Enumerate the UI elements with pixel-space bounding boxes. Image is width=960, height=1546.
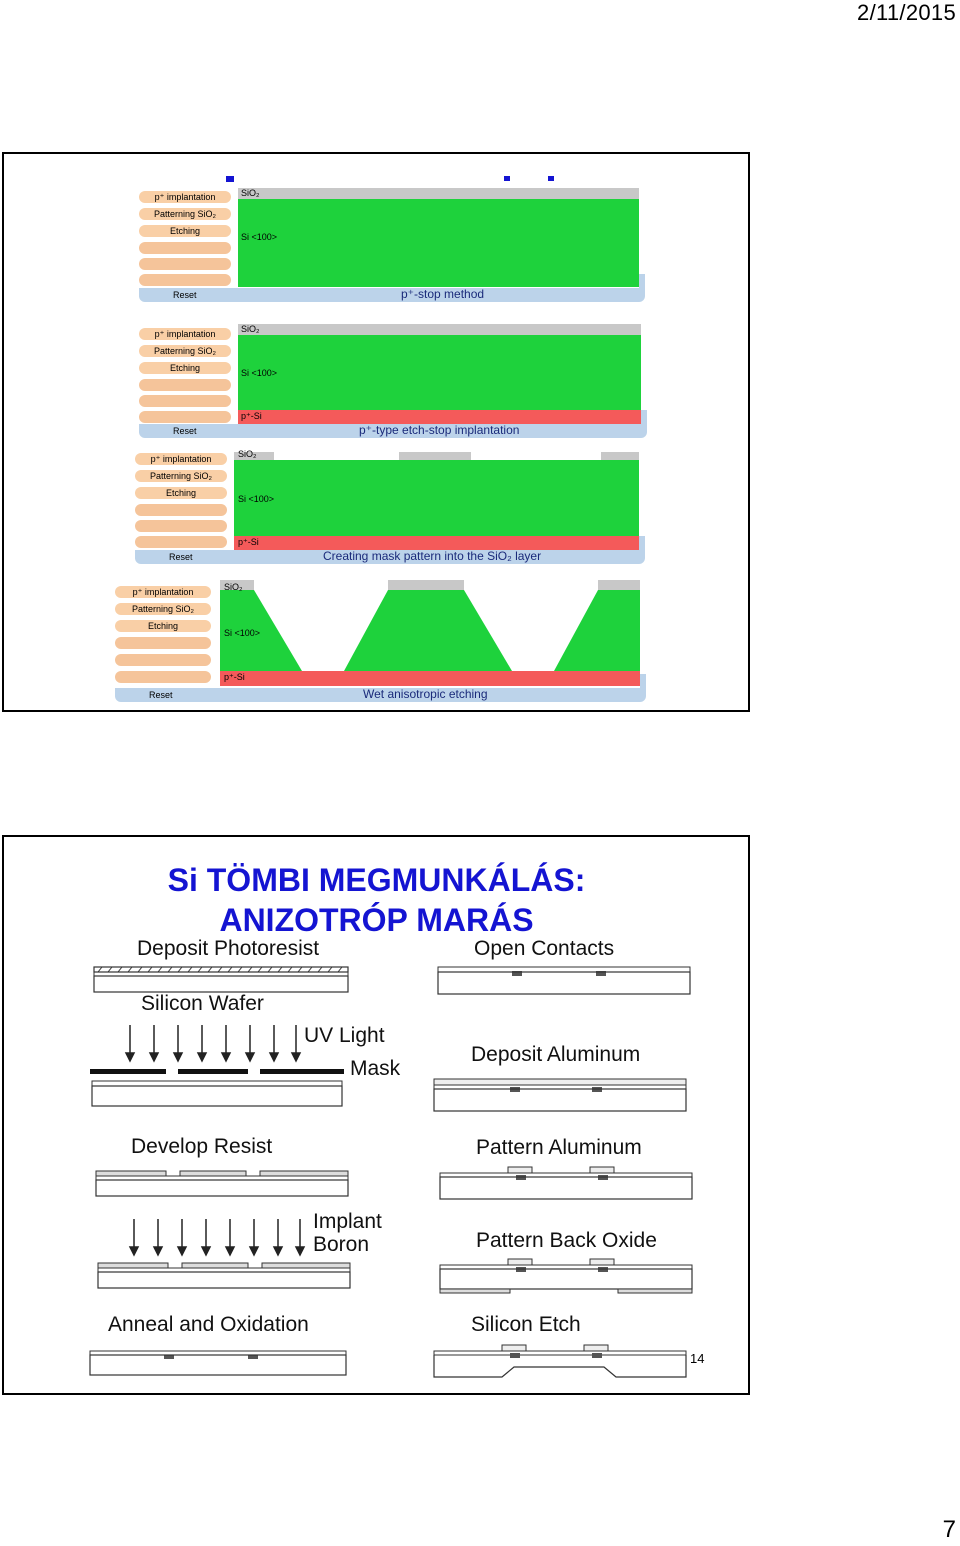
si-substrate [238, 335, 641, 410]
step-empty[interactable] [139, 379, 231, 391]
p-si-label: p⁺-Si [238, 537, 259, 547]
page-number: 7 [942, 1516, 956, 1543]
step-caption: p⁺-type etch-stop implantation [359, 423, 520, 437]
reset-button[interactable]: Reset [173, 290, 197, 300]
reset-button[interactable]: Reset [173, 426, 197, 436]
si-pillar [344, 590, 512, 671]
reset-frame [641, 410, 647, 424]
slide-title-line2: ANIZOTRÓP MARÁS [219, 902, 534, 938]
si-substrate [238, 199, 639, 287]
step-empty[interactable] [115, 637, 211, 649]
etched-si-profile [220, 580, 640, 686]
step-patterning-sio2[interactable]: Patterning SiO₂ [139, 345, 231, 357]
label-silicon-wafer: Silicon Wafer [141, 992, 264, 1015]
title-fragment [504, 176, 510, 181]
process-panel-3 [133, 448, 651, 570]
label-silicon-etch: Silicon Etch [471, 1313, 581, 1336]
step-empty[interactable] [139, 258, 231, 270]
pattern-back-oxide-figure [438, 1257, 694, 1297]
p-si-label: p⁺-Si [224, 672, 245, 682]
step-empty[interactable] [135, 536, 227, 548]
step-empty[interactable] [139, 395, 231, 407]
page-date: 2/11/2015 [857, 0, 956, 25]
title-fragment [226, 176, 234, 182]
si-pillar [554, 590, 640, 671]
step-caption: Wet anisotropic etching [363, 687, 488, 701]
si-label: Si <100> [241, 232, 278, 242]
p-si-layer [238, 410, 641, 424]
label-pattern-back-oxide: Pattern Back Oxide [476, 1229, 657, 1252]
reset-bar[interactable] [139, 424, 647, 438]
pattern-aluminum-figure [438, 1165, 694, 1201]
silicon-etch-figure [432, 1343, 688, 1383]
step-empty[interactable] [139, 242, 231, 254]
step-etching[interactable]: Etching [139, 225, 231, 237]
sio2-layer [238, 324, 641, 335]
label-boron: Boron [313, 1233, 370, 1256]
p-si-layer [234, 536, 639, 550]
open-contacts-figure [436, 965, 692, 997]
title-fragment [548, 176, 554, 181]
slide-process-flow [2, 152, 750, 712]
reset-button[interactable]: Reset [169, 552, 193, 562]
sio2-mask-segment [388, 580, 464, 590]
mask-figure [90, 1065, 346, 1111]
step-etching[interactable]: Etching [135, 487, 227, 499]
si-substrate [234, 460, 639, 536]
sio2-label: SiO₂ [238, 449, 257, 459]
label-develop-resist: Develop Resist [131, 1135, 273, 1158]
reset-frame [639, 274, 645, 288]
label-implant: Implant [313, 1210, 382, 1233]
sio2-label: SiO₂ [241, 188, 260, 198]
process-panel-1 [137, 186, 649, 308]
sio2-mask-segment [601, 452, 639, 460]
step-patterning-sio2[interactable]: Patterning SiO₂ [139, 208, 231, 220]
slide-number: 14 [690, 1351, 705, 1366]
step-empty[interactable] [139, 411, 231, 423]
step-p-implantation[interactable]: p⁺ implantation [115, 586, 211, 598]
label-deposit-photoresist: Deposit Photoresist [137, 937, 320, 960]
p-si-label: p⁺-Si [241, 411, 262, 421]
si-label: Si <100> [238, 494, 275, 504]
step-etching[interactable]: Etching [115, 620, 211, 632]
step-p-implantation[interactable]: p⁺ implantation [139, 191, 231, 203]
step-empty[interactable] [115, 654, 211, 666]
reset-bar[interactable] [115, 688, 646, 702]
developed-resist-figure [94, 1169, 352, 1199]
label-mask: Mask [350, 1057, 401, 1080]
reset-frame [640, 674, 646, 688]
label-deposit-aluminum: Deposit Aluminum [471, 1043, 641, 1066]
step-p-implantation[interactable]: p⁺ implantation [139, 328, 231, 340]
deposit-aluminum-figure [432, 1077, 688, 1113]
step-empty[interactable] [135, 504, 227, 516]
step-p-implantation[interactable]: p⁺ implantation [135, 453, 227, 465]
sio2-mask-segment [399, 452, 471, 460]
wafer-photoresist-figure [92, 965, 350, 995]
si-label: Si <100> [224, 628, 261, 638]
implant-arrows-icon [126, 1217, 306, 1257]
step-caption: p⁺-stop method [401, 287, 485, 301]
si-label: Si <100> [241, 368, 278, 378]
annealed-wafer-figure [88, 1349, 350, 1379]
process-panel-4 [113, 578, 651, 708]
reset-bar[interactable] [139, 288, 645, 302]
step-empty[interactable] [135, 520, 227, 532]
reset-bar[interactable] [135, 550, 645, 564]
step-empty[interactable] [115, 671, 211, 683]
slide-title-line1: Si TÖMBI MEGMUNKÁLÁS: [167, 862, 586, 898]
sio2-label: SiO₂ [224, 582, 243, 592]
label-uv-light: UV Light [304, 1024, 385, 1047]
reset-button[interactable]: Reset [149, 690, 173, 700]
step-etching[interactable]: Etching [139, 362, 231, 374]
sio2-layer [238, 188, 639, 199]
sio2-mask-segment [598, 580, 640, 590]
step-patterning-sio2[interactable]: Patterning SiO₂ [115, 603, 211, 615]
sio2-label: SiO₂ [241, 324, 260, 334]
label-pattern-aluminum: Pattern Aluminum [476, 1136, 642, 1159]
reset-frame [639, 536, 645, 550]
process-panel-2 [137, 322, 651, 444]
uv-arrows-icon [122, 1023, 302, 1063]
label-open-contacts: Open Contacts [474, 937, 615, 960]
implanted-wafer-figure [96, 1261, 354, 1291]
step-patterning-sio2[interactable]: Patterning SiO₂ [135, 470, 227, 482]
p-si-layer [220, 671, 640, 686]
label-anneal-oxidation: Anneal and Oxidation [108, 1313, 309, 1336]
step-caption: Creating mask pattern into the SiO₂ layer [323, 549, 542, 563]
slide-anisotropic-etching [2, 835, 750, 1395]
step-empty[interactable] [139, 274, 231, 286]
